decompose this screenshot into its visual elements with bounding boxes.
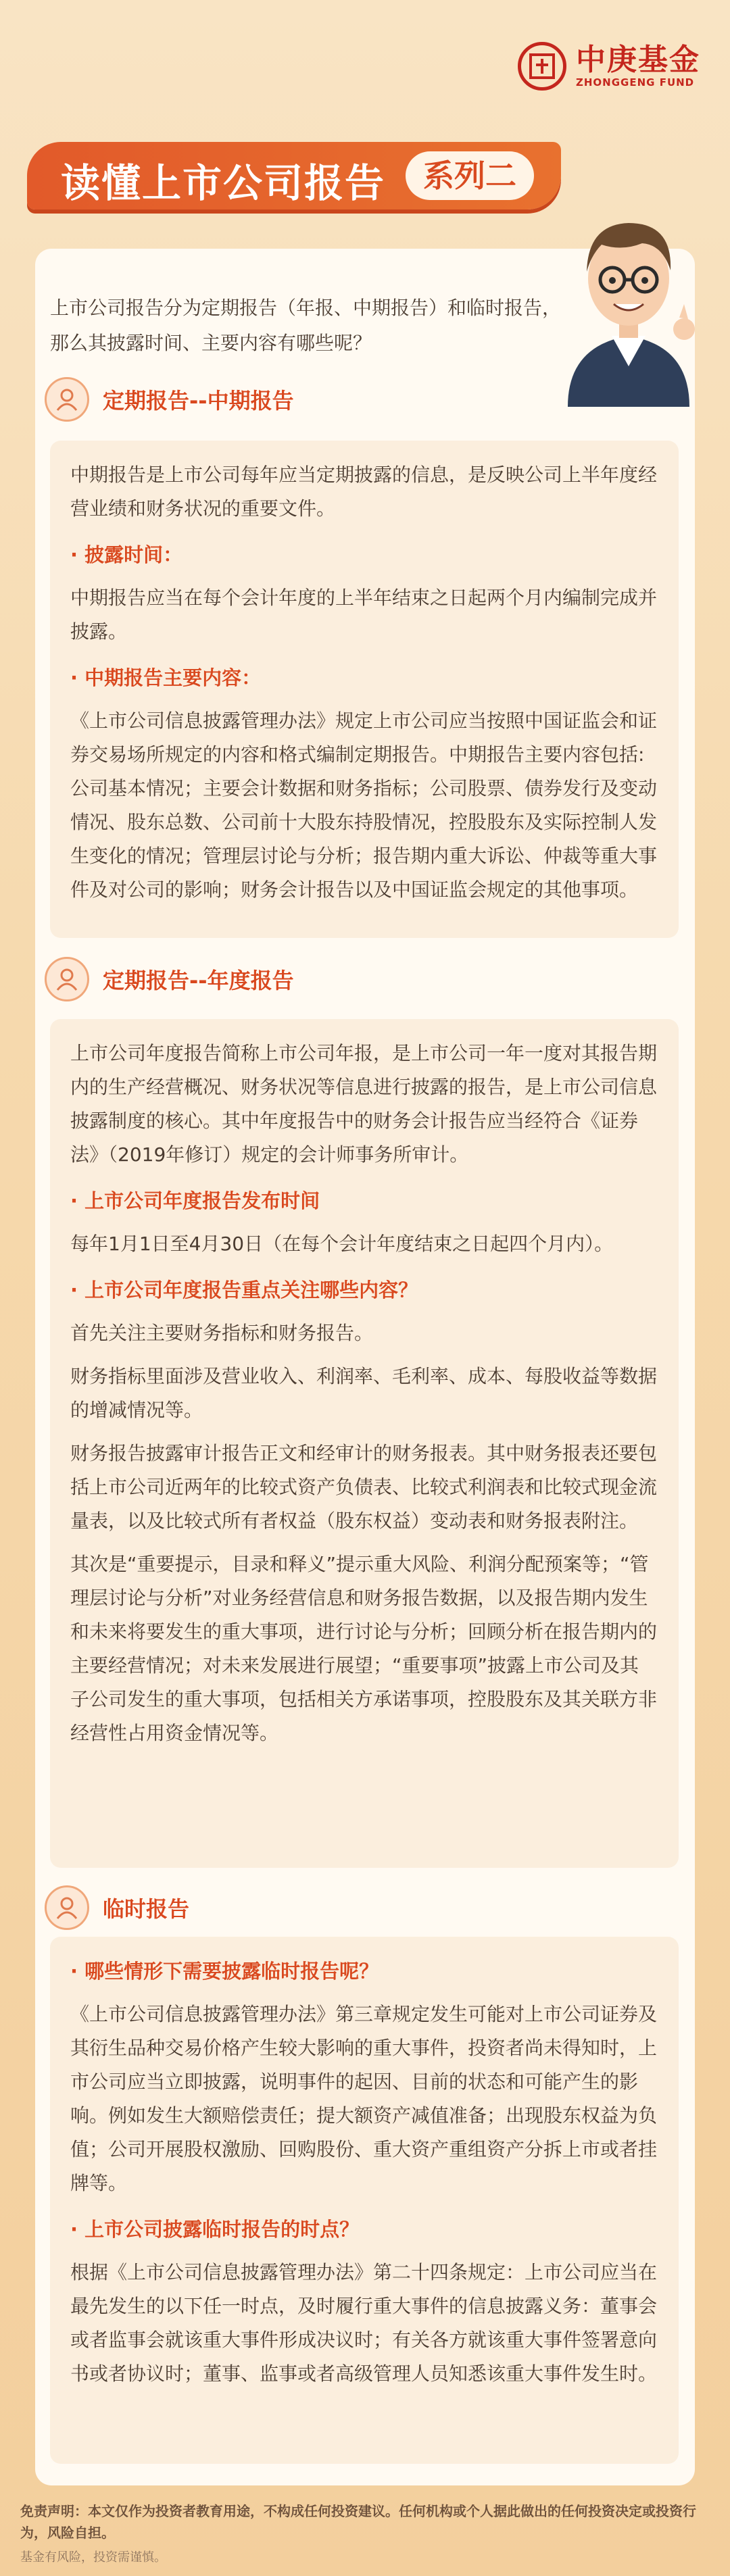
subheading: · 上市公司年度报告发布时间	[70, 1189, 320, 1212]
paragraph: 每年1月1日至4月30日（在每个会计年度结束之日起四个月内）。	[70, 1233, 614, 1255]
paragraph: 财务指标里面涉及营业收入、利润率、毛利率、成本、每股收益等数据的增减情况等。	[70, 1365, 658, 1421]
section-card	[50, 1019, 679, 1868]
subheading: · 上市公司披露临时报告的时点？	[70, 2218, 360, 2241]
risk-note: 基金有风险，投资需谨慎。	[20, 2550, 166, 2565]
subheading: · 中期报告主要内容：	[70, 666, 262, 689]
section-heading	[45, 956, 294, 1003]
section-card	[50, 1937, 679, 2464]
seal-icon	[518, 42, 566, 91]
paragraph: 财务报告披露审计报告正文和经审计的财务报表。其中财务报表还要包括上市公司近两年的比较式资产负债表、比较式利润表和比较式现金流量表，以及比较式所有者权益（股东权益）变动表和财务报表附注。	[70, 1442, 658, 1532]
section-title: 定期报告--年度报告	[103, 968, 294, 993]
brand-logo	[518, 42, 700, 91]
person-icon	[45, 1885, 89, 1930]
paragraph: 中期报告是上市公司每年应当定期披露的信息，是反映公司上半年度经营业绩和财务状况的重要文件。	[70, 464, 658, 520]
page-title: 读懂上市公司报告	[61, 160, 386, 206]
subheading: · 哪些情形下需要披露临时报告呢？	[70, 1960, 379, 1983]
disclaimer-text: 免责声明：本文仅作为投资者教育用途，不构成任何投资建议。任何机构或个人据此做出的任何投资决定或投资行为，风险自担。	[20, 2503, 696, 2541]
paragraph: 《上市公司信息披露管理办法》规定上市公司应当按照中国证监会和证券交易场所规定的内容和格式编制定期报告。中期报告主要内容包括:公司基本情况；主要会计数据和财务指标；公司股票、债券发行及变动情况、股东总数、公司前十大股东持股情况，控股股东及实际控制人发生变化的情况；管理层讨论与分析；报告期内重大诉讼、仲裁等重大事件及对公司的影响；财务会计报告以及中国证监会规定的其他事项。	[70, 710, 658, 901]
person-icon	[45, 957, 89, 1001]
section-card	[50, 441, 679, 938]
person-icon	[45, 377, 89, 422]
paragraph: 中期报告应当在每个会计年度的上半年结束之日起两个月内编制完成并披露。	[70, 587, 658, 643]
paragraph: 根据《上市公司信息披露管理办法》第二十四条规定：上市公司应当在最先发生的以下任一时点，及时履行重大事件的信息披露义务：董事会或者监事会就该重大事件形成决议时；有关各方就该重大事件签署意向书或者协议时；董事、监事或者高级管理人员知悉该重大事件发生时。	[70, 2261, 658, 2385]
series-badge: 系列二	[406, 151, 534, 200]
section-heading	[45, 1884, 189, 1931]
paragraph: 其次是“重要提示，目录和释义”提示重大风险、利润分配预案等；“管理层讨论与分析”对业务经营信息和财务报告数据，以及报告期内发生和未来将要发生的重大事项，进行讨论与分析；回顾分析在报告期内的主要经营情况；对未来发展进行展望；“重要事项”披露上市公司及其子公司发生的重大事项，包括相关方承诺事项，控股股东及其关联方非经营性占用资金情况等。	[70, 1553, 658, 1744]
paragraph: 上市公司年度报告简称上市公司年报，是上市公司一年一度对其报告期内的生产经营概况、财务状况等信息进行披露的报告，是上市公司信息披露制度的核心。其中年度报告中的财务会计报告应当经符合《证券法》（2019年修订）规定的会计师事务所审计。	[70, 1042, 658, 1166]
section-heading	[45, 376, 294, 423]
title-banner	[27, 142, 561, 209]
paragraph: 首先关注主要财务指标和财务报告。	[70, 1322, 374, 1344]
brand-name-cn: 中庚基金	[576, 43, 700, 77]
section-title: 定期报告--中期报告	[103, 388, 294, 414]
subheading: · 披露时间：	[70, 543, 183, 566]
subheading: · 上市公司年度报告重点关注哪些内容？	[70, 1279, 418, 1302]
section-title: 临时报告	[103, 1896, 190, 1922]
brand-name-en: ZHONGGENG FUND	[576, 76, 695, 89]
paragraph: 《上市公司信息披露管理办法》第三章规定发生可能对上市公司证券及其衍生品种交易价格产生较大影响的重大事件，投资者尚未得知时，上市公司应当立即披露，说明事件的起因、目前的状态和可能产生的影响。例如发生大额赔偿责任；提大额资产减值准备；出现股东权益为负值；公司开展股权激励、回购股份、重大资产重组资产分拆上市或者挂牌等。	[70, 2003, 658, 2194]
intro-text: 上市公司报告分为定期报告（年报、中期报告）和临时报告，那么其披露时间、主要内容有哪些呢？	[50, 297, 562, 354]
